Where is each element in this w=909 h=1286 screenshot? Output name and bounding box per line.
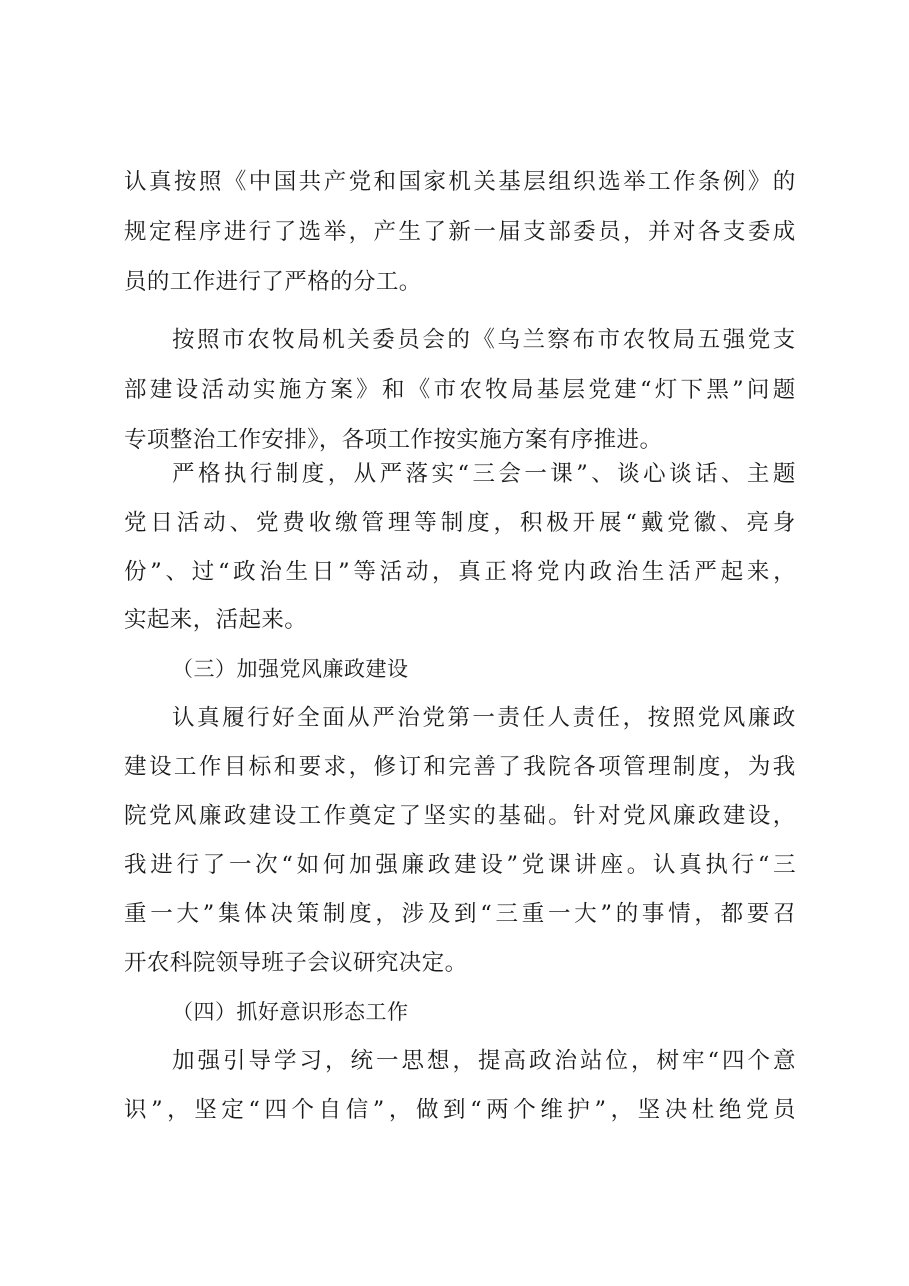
text-line: 专项整治工作安排》，各项工作按实施方案有序推进。: [124, 427, 663, 453]
section-heading: （三）加强党风廉政建设: [172, 657, 409, 681]
text-line: 识 ” ， 坚 定 “ 四 个 自 信 ” ， 做 到 “ 两 个 维 护 ” ， 坚 决 杜 绝 党 员: [124, 1097, 796, 1123]
text-line: 严 格 执 行 制 度 ， 从 严 落 实 “ 三 会 一 课 ” 、 谈 心 谈 话 、 主 题: [172, 461, 796, 487]
text-line: 认 真 按 照 《 中 国 共 产 党 和 国 家 机 关 基 层 组 织 选 举 工 作 条 例 》 的: [124, 169, 796, 195]
text-line: 重 一 大 ” 集 体 决 策 制 度 ， 涉 及 到 “ 三 重 一 大 ” 的 事 情 ， 都 要 召: [124, 901, 796, 927]
text-line: 开农科院领导班子会议研究决定。: [124, 950, 468, 976]
text-line: 按 照 市 农 牧 局 机 关 委 员 会 的 《 乌 兰 察 布 市 农 牧 局 五 强 党 支: [172, 327, 796, 353]
text-line: 部 建 设 活 动 实 施 方 案 》 和 《 市 农 牧 局 基 层 党 建 “ 灯 下 黑 ” 问 题: [124, 377, 796, 403]
text-line: 我 进 行 了 一 次 “ 如 何 加 强 廉 政 建 设 ” 党 课 讲 座 。 认 真 执 行 “ 三: [124, 852, 796, 878]
text-line: 份 ” 、 过 “ 政 治 生 日 ” 等 活 动 ， 真 正 将 党 内 政 治 生 活 严 起 来 ，: [124, 559, 796, 585]
text-line: 认 真 履 行 好 全 面 从 严 治 党 第 一 责 任 人 责 任 ， 按 照 党 风 廉 政: [172, 705, 796, 731]
text-line: 院 党 风 廉 政 建 设 工 作 奠 定 了 坚 实 的 基 础 。 针 对 党 风 廉 政 建 设 ，: [124, 803, 796, 829]
text-line: 规 定 程 序 进 行 了 选 举 ， 产 生 了 新 一 届 支 部 委 员 ， 并 对 各 支 委 成: [124, 219, 796, 245]
text-line: 建 设 工 作 目 标 和 要 求 ， 修 订 和 完 善 了 我 院 各 项 管 理 制 度 ， 为 我: [124, 754, 796, 780]
text-line: 加 强 引 导 学 习 ， 统 一 思 想 ， 提 高 政 治 站 位 ， 树 牢 “ 四 个 意: [172, 1048, 796, 1074]
text-line: 实起来，活起来。: [124, 607, 308, 633]
section-heading: （四）抓好意识形态工作: [172, 1000, 409, 1024]
text-line: 党 日 活 动 、 党 费 收 缴 管 理 等 制 度 ， 积 极 开 展 “ 戴 党 徽 、 亮 身: [124, 510, 796, 536]
text-line: 员的工作进行了严格的分工。: [124, 269, 422, 295]
